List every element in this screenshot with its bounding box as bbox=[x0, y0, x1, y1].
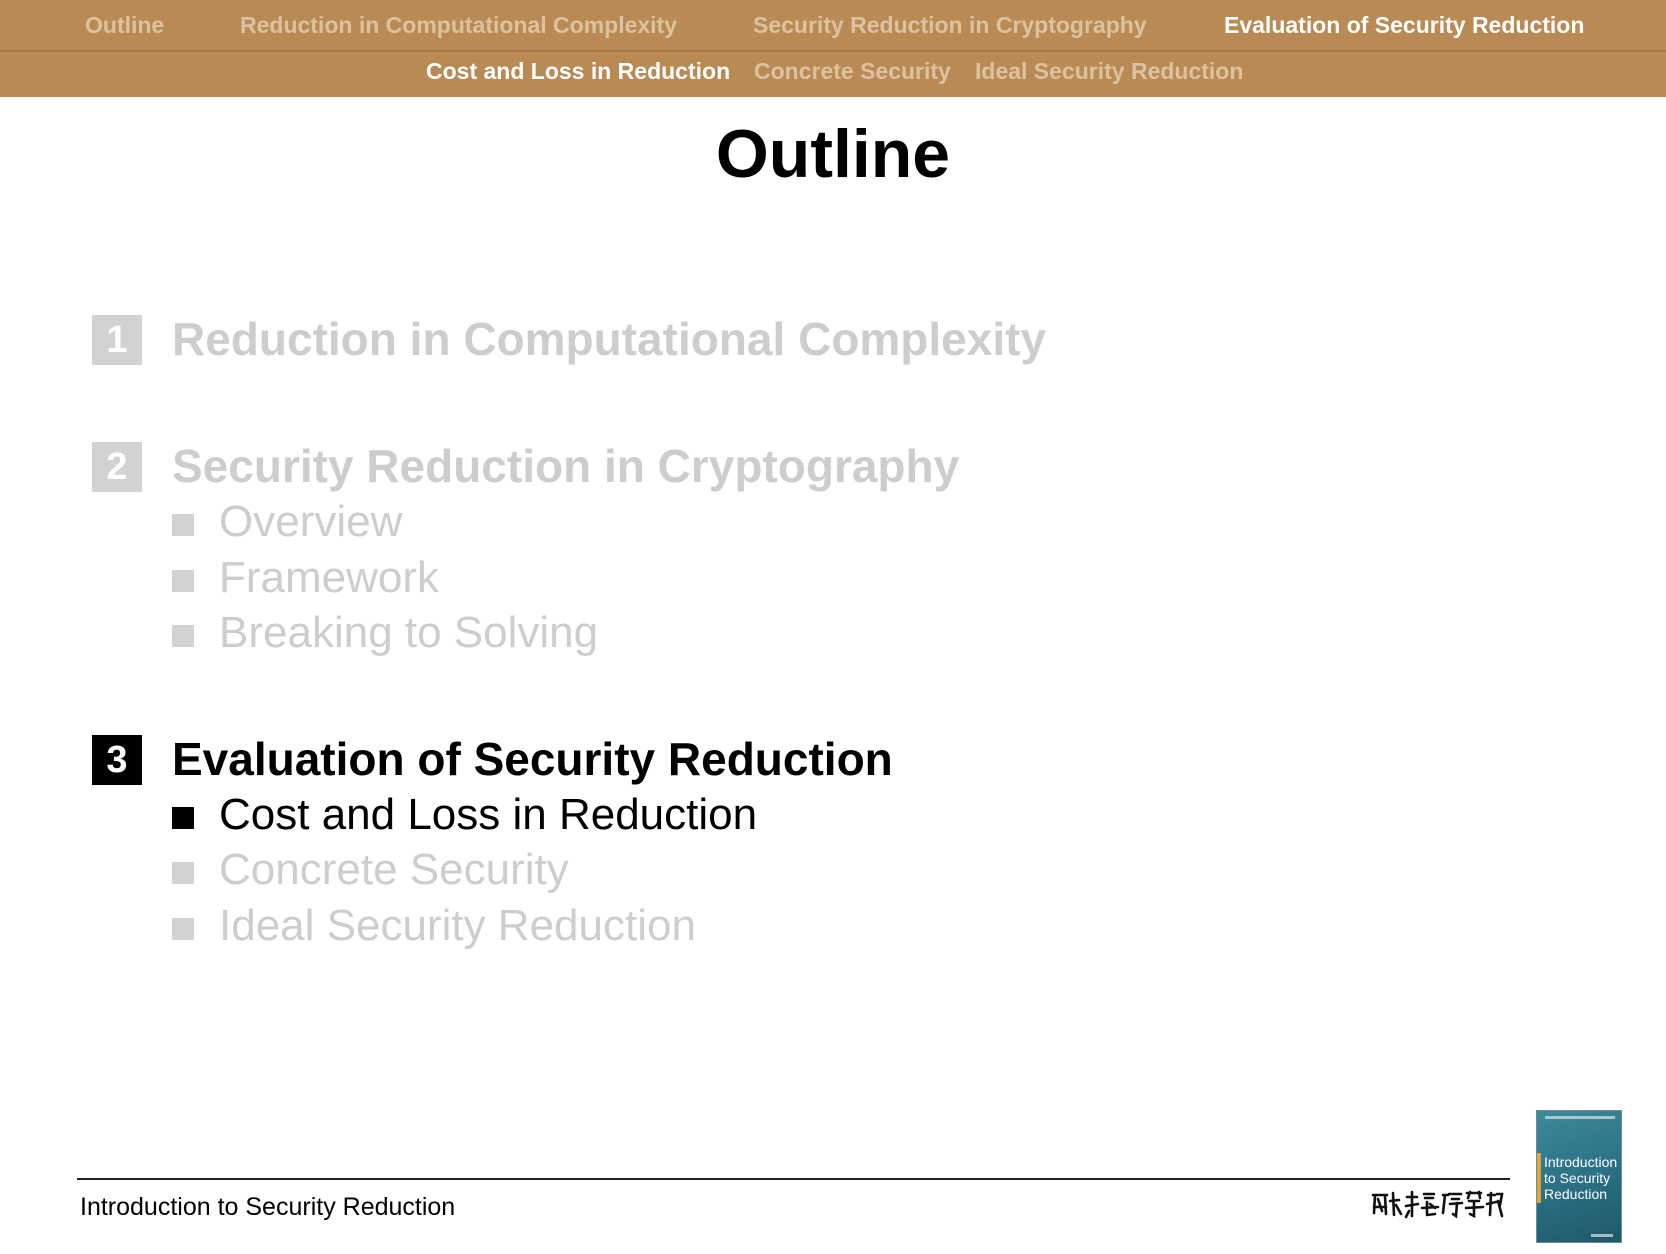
section-3-item-concrete-security[interactable]: Concrete Security bbox=[219, 845, 569, 894]
book-cover-thumbnail bbox=[1536, 1110, 1622, 1243]
bullet-square-icon bbox=[172, 807, 194, 829]
slide-title: Outline bbox=[715, 116, 951, 192]
nav-link-outline[interactable]: Outline bbox=[85, 12, 165, 38]
bullet-square-icon bbox=[172, 862, 194, 884]
section-3-title[interactable]: Evaluation of Security Reduction bbox=[172, 733, 893, 785]
footer-divider bbox=[77, 1178, 1510, 1180]
section-navigation-bar bbox=[0, 0, 1666, 97]
nav-link-reduction-in-computational-complexity[interactable]: Reduction in Computational Complexity bbox=[240, 12, 678, 38]
section-3-item-ideal-security-reduction[interactable]: Ideal Security Reduction bbox=[219, 901, 696, 950]
bullet-square-icon bbox=[172, 570, 194, 592]
section-1-title[interactable]: Reduction in Computational Complexity bbox=[172, 313, 1047, 365]
book-cover-publisher-mark bbox=[1591, 1234, 1613, 1237]
section-2-item-overview[interactable]: Overview bbox=[219, 497, 403, 546]
section-2-item-breaking-to-solving[interactable]: Breaking to Solving bbox=[219, 608, 599, 657]
nav-link-evaluation-of-security-reduction[interactable]: Evaluation of Security Reduction bbox=[1224, 12, 1585, 38]
bullet-square-icon bbox=[172, 514, 194, 536]
bullet-square-icon bbox=[172, 625, 194, 647]
nav-link-concrete-security[interactable]: Concrete Security bbox=[754, 58, 951, 84]
section-3-number-box: 3 bbox=[92, 735, 142, 785]
footer-title: Introduction to Security Reduction bbox=[80, 1193, 456, 1221]
book-cover-title: Introduction to Security Reduction bbox=[1544, 1154, 1618, 1202]
nav-link-cost-and-loss-in-reduction[interactable]: Cost and Loss in Reduction bbox=[426, 58, 731, 84]
nav-divider bbox=[0, 50, 1666, 52]
book-cover-authors-strip bbox=[1545, 1116, 1615, 1119]
section-2-title[interactable]: Security Reduction in Cryptography bbox=[172, 440, 960, 492]
nav-link-ideal-security-reduction[interactable]: Ideal Security Reduction bbox=[975, 58, 1244, 84]
section-3-item-cost-and-loss-in-reduction[interactable]: Cost and Loss in Reduction bbox=[219, 790, 758, 839]
nav-link-security-reduction-in-cryptography[interactable]: Security Reduction in Cryptography bbox=[753, 12, 1147, 38]
section-2-number-box: 2 bbox=[92, 442, 142, 492]
bullet-square-icon bbox=[172, 918, 194, 940]
section-2-item-framework[interactable]: Framework bbox=[219, 553, 440, 602]
calligraphy-logo bbox=[1369, 1187, 1504, 1221]
book-cover-accent-band bbox=[1537, 1153, 1541, 1203]
section-1-number-box: 1 bbox=[92, 315, 142, 365]
